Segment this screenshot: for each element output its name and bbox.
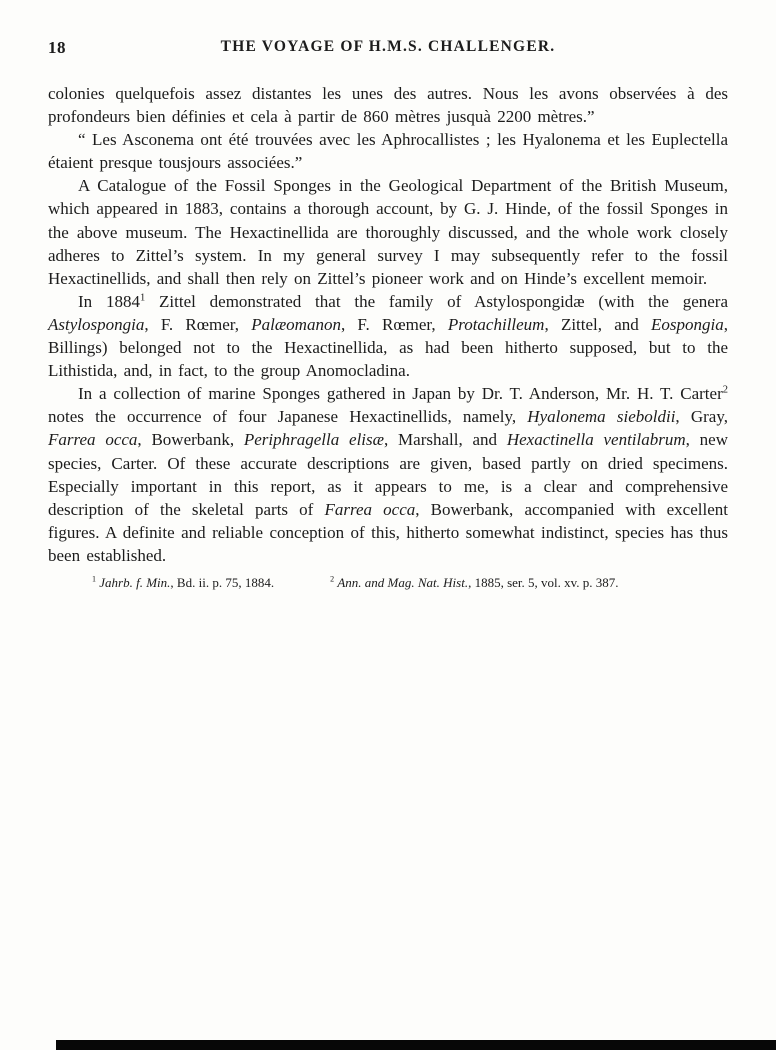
text-run: , F. Rœmer, xyxy=(340,314,448,334)
taxon-name: Astylospongia xyxy=(48,314,145,334)
taxon-name: Periphragella elisæ xyxy=(243,430,384,450)
text-run: notes the occurrence of four Japanese Hexactinellids, namely, xyxy=(48,407,528,427)
text-run: , Zittel, and xyxy=(544,314,651,334)
text-run: Zittel demonstrated that the family of Astylospongidæ (with the genera xyxy=(145,291,728,311)
taxon-name: Jahrb. f. Min. xyxy=(99,574,171,590)
footnotes xyxy=(48,574,728,591)
footnote xyxy=(330,574,618,591)
footnote-marker: 2 xyxy=(330,574,335,584)
taxon-name: Hyalonema sieboldii xyxy=(527,407,676,427)
page-body xyxy=(48,82,728,591)
paragraph xyxy=(48,290,728,382)
text-run: In 1884 xyxy=(78,291,140,311)
text-run: , F. Rœmer, xyxy=(144,314,252,334)
text-run: , Billings) belonged not to the Hexactinellida, as had been hitherto supposed, but to the Lithistida, and, in fact, to the group Anomocladina. xyxy=(48,314,728,381)
text-run: , Gray, xyxy=(675,407,728,427)
taxon-name: Farrea occa xyxy=(48,430,138,450)
text-run: A Catalogue of the Fossil Sponges in the Geological Department of the British Museum, which appeared in 1883, contains a thorough account, by G. J. Hinde, of the fossil Sponges in the above museum. The Hexactinellida are thoroughly discussed, and the whole work closely adheres to Zittel’s system. In my general survey I may subsequently refer to the fossil Hexactinellids, and shall then rely on Zittel’s pioneer work and on Hinde’s excellent memoir. xyxy=(48,176,728,288)
scan-artifact-bar xyxy=(56,1040,776,1050)
paragraph xyxy=(48,382,728,567)
taxon-name: Farrea occa xyxy=(324,499,416,519)
text-run: , Bowerbank, xyxy=(137,430,244,450)
text-run: , 1885, ser. 5, vol. xv. p. 387. xyxy=(468,574,619,590)
paragraph xyxy=(48,128,728,174)
taxon-name: Palæomanon xyxy=(251,314,341,334)
page-header xyxy=(48,38,728,60)
page-number: 18 xyxy=(48,38,66,57)
taxon-name: Protachilleum xyxy=(447,314,545,334)
taxon-name: Ann. and Mag. Nat. Hist. xyxy=(337,574,469,590)
text-run: , Marshall, and xyxy=(384,430,507,450)
paragraph xyxy=(48,174,728,289)
text-run: , Bd. ii. p. 75, 1884. xyxy=(170,574,275,590)
text-run: In a collection of marine Sponges gathered in Japan by Dr. T. Anderson, Mr. H. T. Carter xyxy=(78,384,723,404)
footnote-marker: 1 xyxy=(139,292,146,304)
text-run: , Bowerbank, accompanied with excellent figures. A definite and reliable conception of this, hitherto somewhat indistinct, species has thus been established. xyxy=(48,499,728,565)
footnote-marker: 2 xyxy=(722,384,728,396)
text-run: “ Les Asconema ont été trouvées avec les Aphrocallistes ; les Hyalonema et les Euplectella étaient presque tousjours associées.” xyxy=(48,130,728,173)
text-run: colonies quelquefois assez distantes les unes des autres. Nous les avons observées à des profondeurs bien définies et cela à partir de 860 mètres jusquà 2200 mètres.” xyxy=(48,84,728,127)
footnote-marker: 1 xyxy=(92,574,97,584)
taxon-name: Hexactinella ventilabrum xyxy=(506,430,686,450)
text-run: , new species, Carter. Of these accurate descriptions are given, based partly on dried specimens. Especially important in this report, as it appears to me, is a clear and comprehensive description of the skeletal parts of xyxy=(48,430,729,519)
running-title: THE VOYAGE OF H.M.S. CHALLENGER. xyxy=(220,38,556,55)
paragraph xyxy=(48,82,728,128)
taxon-name: Eospongia xyxy=(651,314,724,334)
footnote xyxy=(92,574,274,591)
